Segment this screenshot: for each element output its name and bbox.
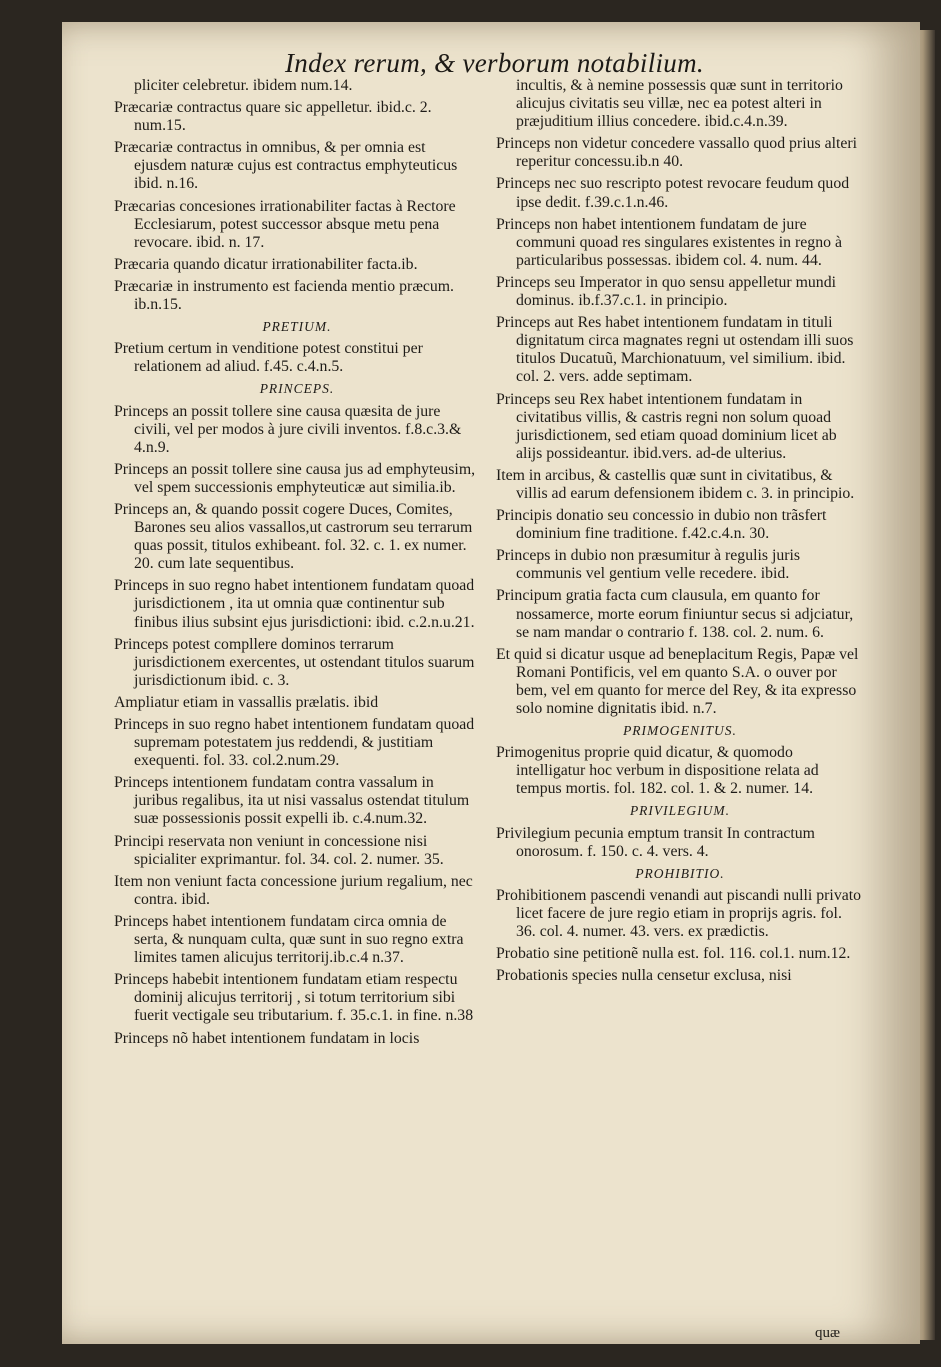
index-entry: Princeps nõ habet intentionem fundatam in locis [114,1029,420,1047]
index-entry: Præcariæ contractus in omnibus, & per omnia est ejusdem naturæ cujus est contractus emphyteuticus ibid. n.16. [114,139,458,193]
index-entry: Principi reservata non veniunt in concessione nisi spicialiter exprimantur. fol. 34. col. 2. numer. 35. [114,832,444,868]
index-entry: Item in arcibus, & castellis quæ sunt in civitatibus, & villis ad earum defensionem ibidem c. 3. in principio. [496,466,855,502]
index-entry: Princeps potest compllere dominos terrarum jurisdictionem exercentes, ut ostendant titulos suarum jurisdictionum ibid. c. 3. [114,635,475,689]
index-entry: Princeps seu Imperator in quo sensu appelletur mundi dominus. ib.f.37.c.1. in principio. [496,273,836,310]
section-heading: PRETIUM. [262,319,332,335]
index-entry: Princeps seu Rex habet intentionem fundatam in civitatibus villis, & castris regni non solum quoad jurisdictionem, sed etiam quoad dominium licet ab alijs possideantur. ibid.vers. ad-de ulterius. [496,390,837,462]
page-header: Index rerum, & verborum notabilium. [285,48,704,78]
index-entry: Pretium certum in venditione potest constitui per relationem ad aliud. f.45. c.4.n.5. [114,340,423,376]
section-heading: PRIVILEGIUM. [629,803,731,819]
index-entry: Princeps an possit tollere sine causa quæsita de jure civili, vel per modos à jure civili inventos. f.8.c.3.& 4.n.9. [114,402,462,456]
index-entry: Probatio sine petitionẽ nulla est. fol. 116. col.1. num.12. [496,945,851,963]
index-entry: Princeps habebit intentionem fundatam etiam respectu dominij alicujus territorij , si totum territorium sibi fuerit vectigale seu tributarium. f. 35.c.1. in fine. n.38 [114,971,474,1025]
index-entry: Prohibitionem pascendi venandi aut piscandi nulli privato licet facere de jure regio etiam in proprijs agris. fol. 36. col. 4. numer. 43. vers. ex prædictis. [496,886,862,941]
index-entry: Princeps nec suo rescripto potest revocare feudum quod ipse dedit. f.39.c.1.n.46. [496,175,850,211]
index-entry: Probationis species nulla censetur exclusa, nisi [496,967,792,985]
index-entry: Princeps an possit tollere sine causa jus ad emphyteusim, vel spem successionis emphyteuticæ aut similia.ib. [114,460,476,496]
index-entry: Præcariæ in instrumento est facienda mentio præcum. ib.n.15. [114,277,454,314]
index-entry: Præcariæ contractus quare sic appelletur. ibid.c. 2. num.15. [114,99,432,135]
section-heading: PROHIBITIO. [635,865,725,881]
right-column [496,77,864,989]
index-entry: Privilegium pecunia emptum transit In contractum onorosum. f. 150. c. 4. vers. 4. [496,824,815,860]
index-entry: Principum gratia facta cum clausula, em quanto for nossamerce, morte eorum finiuntur secus si adjciatur, se nam mandar o contrario f. 138. col. 2. num. 6. [496,587,854,641]
index-entry-continuation: incultis, & à nemine possessis quæ sunt in territorio alicujus civitatis seu villæ, nec ea potest alteri in præjuditium illius concedere. ibid.c.4.n.39. [516,77,843,131]
index-entry: Princeps in suo regno habet intentionem fundatam quoad jurisdictionem , ita ut omnia quæ continentur sub finibus ilius subsint ejus jurisdictioni: ibid. c.2.n.u.21. [114,577,475,631]
index-entry: Princeps aut Res habet intentionem fundatam in tituli dignitatum circa magnates regni ut ostendam illi suos titulos Ducatuũ, Marchionatuum, vel similium. ibid. col. 2. vers. adde septimam. [496,314,854,386]
index-entry: Præcarias concesiones irrationabiliter factas à Rectore Ecclesiarum, potest successor absque metu pena revocare. ibid. n. 17. [114,197,456,251]
index-entry: Princeps non habet intentionem fundatam de jure communi quoad res singulares existentes in regno à particularibus possessas. ibidem col. 4. num. 44. [496,215,842,269]
index-entry: Princeps in suo regno habet intentionem fundatam quoad supremam potestatem jus reddendi, & justitiam exequenti. fol. 33. col.2.num.29. [114,716,475,770]
left-column [114,77,480,1052]
index-entry: Primogenitus proprie quid dicatur, & quomodo intelligatur hoc verbum in dispositione relata ad tempus mortis. fol. 182. col. 1. & 2. numer. 14. [496,744,819,798]
catchword: quæ [815,1325,841,1341]
index-entry: Et quid si dicatur usque ad beneplacitum Regis, Papæ vel Romani Pontificis, vel em quanto S.A. o ouver por bem, vel em quanto for merce del Rey, & ita expresso solo nomine dignitatis ibid. n.7. [496,645,859,717]
index-entry: Princeps intentionem fundatam contra vassalum in juribus regalibus, ita ut nisi vassalus ostendat titulum suæ possessionis possit expelli ib. c.4.num.32. [114,774,470,828]
index-entry: Princeps in dubio non præsumitur à regulis juris communis vel gentium velle recedere. ibid. [496,547,801,583]
index-entry: Principis donatio seu concessio in dubio non trãsfert dominium fine traditione. f.42.c.4.n. 30. [496,507,827,543]
index-entry: Item non veniunt facta concessione jurium regalium, nec contra. ibid. [114,872,473,908]
index-entry: Princeps habet intentionem fundatam circa omnia de serta, & nunquam culta, quæ sunt in suo regno extra limites tamen alicujus territorij.ib.c.4 n.37. [114,912,464,967]
index-entry-continuation: pliciter celebretur. ibidem num.14. [134,77,353,94]
section-heading: PRIMOGENITUS. [623,723,737,739]
section-heading: PRINCEPS. [259,381,335,397]
index-entry: Princeps non videtur concedere vassallo quod prius alteri reperitur concessu.ib.n 40. [496,135,858,171]
index-entry: Ampliatur etiam in vassallis prælatis. ibid [114,693,379,711]
index-entry: Præcaria quando dicatur irrationabiliter facta.ib. [114,255,418,273]
index-entry: Princeps an, & quando possit cogere Duces, Comites, Barones seu alios vassallos,ut castrorum seu terrarum quas possit, titulos exhibeant. fol. 32. c. 1. ex numer. 20. cum late sequentibus. [114,500,473,573]
